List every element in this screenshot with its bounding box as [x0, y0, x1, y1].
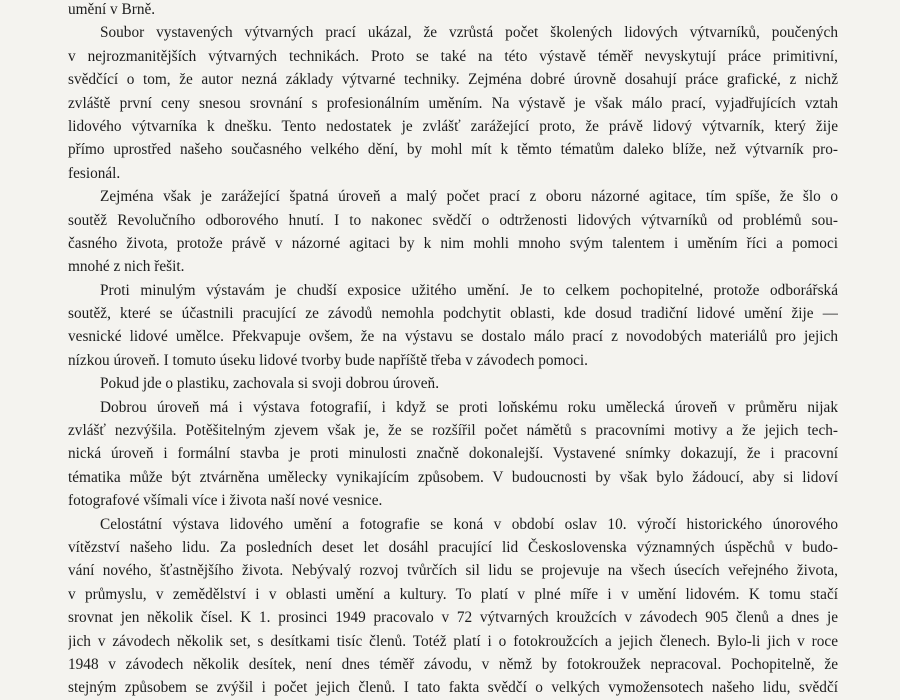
text-line: srovnat jen několik čísel. K 1. prosinci 1949 pracovalo v 72 výtvarných kroužcích v závodech 905 členů a dnes je [68, 609, 838, 627]
text-line: zvláště první ceny snesou srovnání s profesionálním uměním. Na výstavě je však málo prací, vyjadřujících vztah [68, 94, 838, 112]
text-line: 1948 v závodech několik desítek, není dnes téměř závodu, v němž by fotokroužek nepracoval. Pochopitelně, že [68, 655, 838, 673]
text-line: zvlášť nezvýšila. Potěšitelným zjevem však je, že se rozšířil počet námětů s pracovními motivy a že jejich tech- [68, 422, 838, 440]
paragraph [68, 0, 838, 21]
text-line: mnohé z nich řešit. [68, 258, 185, 276]
text-line: Dobrou úroveň má i výstava fotografií, i když se proti loňskému roku umělecká úroveň v průměru nijak [100, 398, 838, 416]
text-line: Soubor vystavených výtvarných prací ukázal, že vzrůstá počet školených lidových výtvarníků, poučených [100, 24, 838, 42]
text-line: fotografové všímali více i života naší nové vesnice. [68, 492, 383, 510]
text-line: Proti minulým výstavám je chudší exposice užitého umění. Je to celkem pochopitelné, protože odborářská [100, 281, 838, 299]
text-line: vesnické lidové umělce. Překvapuje ovšem, že na výstavu se dostalo málo prací z novodobých materiálů pro jejich [68, 328, 838, 346]
paragraph [68, 185, 838, 279]
text-line: soutěž Revolučního odborového hnutí. I to nakonec svědčí o odtrženosti lidových výtvarníků od problémů sou- [68, 211, 838, 229]
text-line: v průmyslu, v zemědělství i v oblasti umění a kultury. To platí v plné míře i v umění lidovém. K tomu stačí [68, 585, 838, 603]
paragraph [68, 513, 838, 700]
text-line: lidového výtvarníka k dnešku. Tento nedostatek je zvlášť zarážející proto, že právě lidový výtvarník, který žije [68, 117, 838, 135]
paragraph [68, 396, 838, 513]
text-line: svědčící o tom, že autor nezná základy výtvarné techniky. Zejména dobré úrovně dosahují práce grafické, z nichž [68, 71, 838, 89]
paragraph [68, 372, 838, 395]
text-line: přímo uprostřed našeho současného velkého dění, by mohl mít k těmto tématům daleko blíže, než výtvarník pro- [68, 141, 838, 159]
text-line: soutěž, které se účastnili pracující ze závodů nemohla podchytit oblasti, kde dosud tradiční lidové umění žije — [68, 305, 838, 323]
text-line: v nejrozmanitějších výtvarných technikách. Proto se také na této výstavě téměř nevyskytují práce primitivní, [68, 47, 838, 65]
paragraph [68, 21, 838, 185]
text-line: stejným způsobem se zvýšil i počet jejich členů. I tato fakta svědčí o velkých vymožensotech našeho lidu, svědčí [68, 679, 838, 697]
text-line: jich v závodech několik set, s desítkami tisíc členů. Totéž platí i o fotokroužcích a jejich členech. Bylo-li jich v roce [68, 632, 838, 650]
text-line: vítězství našeho lidu. Za posledních deset let dosáhl pracující lid Československa významných úspěchů v budo- [68, 538, 838, 556]
text-line: umění v Brně. [68, 1, 156, 18]
text-line: Celostátní výstava lidového umění a fotografie se koná v období oslav 10. výročí historického únorového [100, 515, 838, 533]
text-line: časného života, protože právě v názorné agitaci by k nim mohli mnoho svým talentem i uměním říci a pomoci [68, 234, 838, 252]
article-body [68, 0, 838, 700]
text-line: nická úroveň i formální stavba je proti minulosti značně dokonalejší. Vystavené snímky dokazují, že i pracovní [68, 445, 838, 463]
text-line: Pokud jde o plastiku, zachovala si svoji dobrou úroveň. [100, 375, 440, 393]
text-line: Zejména však je zarážející špatná úroveň a malý počet prací z oboru názorné agitace, tím spíše, že šlo o [100, 188, 838, 206]
text-line: nízkou úroveň. I tomuto úseku lidové tvorby bude napříště třeba v závodech pomoci. [68, 351, 588, 369]
text-line: fesionál. [68, 164, 121, 182]
paragraph [68, 279, 838, 373]
text-line: tématika může být ztvárněna umělecky vynikajícím způsobem. V budoucnosti by však bylo žádoucí, aby si lidoví [68, 468, 838, 486]
text-line: vání nového, šťastnějšího života. Nebývalý rozvoj tvůrčích sil lidu se projevuje na všech úsecích veřejného života, [68, 562, 838, 580]
